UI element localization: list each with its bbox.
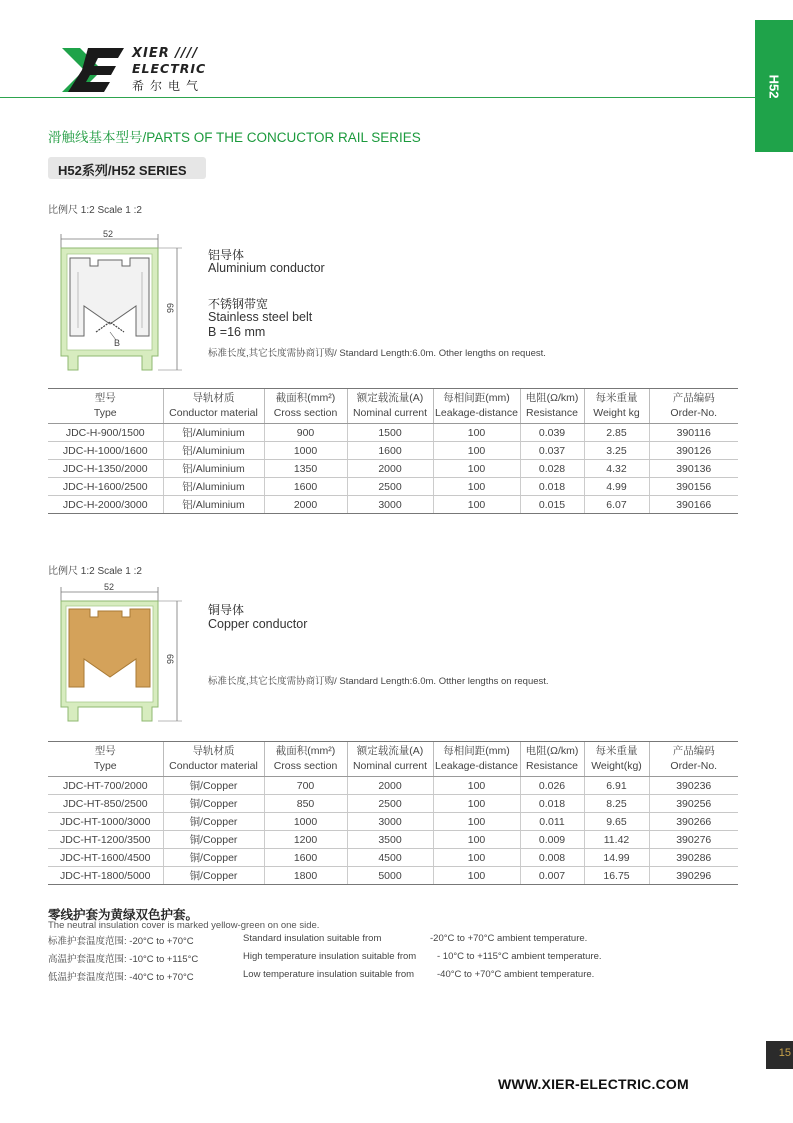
table-cell: 5000 <box>347 867 433 885</box>
table-cell: 铜/Copper <box>163 777 264 795</box>
table-cell: 390256 <box>649 795 738 813</box>
table-cell: 3000 <box>347 813 433 831</box>
table-cell: 9.65 <box>584 813 649 831</box>
table-cell: JDC-HT-850/2500 <box>48 795 163 813</box>
copper-conductor-en: Copper conductor <box>208 617 308 631</box>
table-cell: 0.009 <box>520 831 584 849</box>
temp-row-standard-desc: Standard insulation suitable from <box>243 933 382 944</box>
aluminium-scale-label: 比例尺 1:2 Scale 1 :2 <box>48 205 142 216</box>
table-cell: JDC-HT-1600/4500 <box>48 849 163 867</box>
header-divider <box>0 97 755 98</box>
table-cell: 铝/Aluminium <box>163 460 264 478</box>
aluminium-dim-height: 66 <box>165 302 176 314</box>
aluminium-conductor-en: Aluminium conductor <box>208 261 325 275</box>
header-cell: 截面积(mm²) Cross section <box>264 742 347 777</box>
table-cell: 1800 <box>264 867 347 885</box>
header-cell: 产品编码 Order-No. <box>649 389 738 424</box>
table-row <box>48 442 738 460</box>
table-cell: JDC-HT-1800/5000 <box>48 867 163 885</box>
table-cell: 16.75 <box>584 867 649 885</box>
table-row <box>48 496 738 514</box>
table-cell: 铝/Aluminium <box>163 424 264 442</box>
copper-dim-width: 52 <box>104 582 115 592</box>
header-cell: 每米重量 Weight(kg) <box>584 742 649 777</box>
aluminium-header-row <box>48 389 738 424</box>
aluminium-length-note: 标准长度,其它长度需协商订购/ Standard Length:6.0m. Other lengths on request. <box>208 348 546 359</box>
table-cell: 100 <box>433 795 520 813</box>
table-row <box>48 795 738 813</box>
table-cell: 100 <box>433 478 520 496</box>
side-tab-label: H52 <box>766 74 782 98</box>
temp-row-high-label: 高温护套温度范围: -10°C to +115°C <box>48 954 199 965</box>
table-cell: 100 <box>433 442 520 460</box>
table-row <box>48 813 738 831</box>
copper-spec-table <box>48 741 738 885</box>
table-cell: JDC-HT-1200/3500 <box>48 831 163 849</box>
table-cell: 390126 <box>649 442 738 460</box>
table-cell: 4.32 <box>584 460 649 478</box>
temp-row-low-label: 低温护套温度范围: -40°C to +70°C <box>48 972 194 983</box>
temp-row-standard-label: 标准护套温度范围: -20°C to +70°C <box>48 936 194 947</box>
table-cell: 0.028 <box>520 460 584 478</box>
steel-belt-cn: 不锈钢带宽 <box>208 297 269 311</box>
copper-conductor-cn: 铜导体 <box>208 603 245 617</box>
table-cell: 100 <box>433 777 520 795</box>
temp-row-low-desc: Low temperature insulation suitable from <box>243 969 415 980</box>
table-cell: 11.42 <box>584 831 649 849</box>
table-cell: 2000 <box>264 496 347 514</box>
table-cell: 1350 <box>264 460 347 478</box>
header-cell: 额定载流量(A) Nominal current <box>347 742 433 777</box>
table-cell: 100 <box>433 424 520 442</box>
table-cell: 1000 <box>264 813 347 831</box>
header-cell: 截面积(mm²) Cross section <box>264 389 347 424</box>
table-cell: 铝/Aluminium <box>163 442 264 460</box>
copper-scale-label: 比例尺 1:2 Scale 1 :2 <box>48 566 142 577</box>
table-cell: 390266 <box>649 813 738 831</box>
table-cell: 0.015 <box>520 496 584 514</box>
header-cell: 导轨材质 Conductor material <box>163 742 264 777</box>
table-cell: 1500 <box>347 424 433 442</box>
table-row <box>48 777 738 795</box>
side-tab-label-wrap <box>755 20 793 152</box>
header-cell: 电阻(Ω/km) Resistance <box>520 742 584 777</box>
table-cell: 100 <box>433 867 520 885</box>
table-cell: 390116 <box>649 424 738 442</box>
table-cell: JDC-H-2000/3000 <box>48 496 163 514</box>
header-cell: 每相间距(mm) Leakage-distance <box>433 742 520 777</box>
brand-name-line2: ELECTRIC <box>132 61 207 76</box>
series-label: H52系列/H52 SERIES <box>58 163 187 178</box>
table-cell: JDC-HT-700/2000 <box>48 777 163 795</box>
table-cell: JDC-H-1000/1600 <box>48 442 163 460</box>
table-cell: 铜/Copper <box>163 813 264 831</box>
header-cell: 产品编码 Order-No. <box>649 742 738 777</box>
aluminium-conductor-cn: 铝导体 <box>208 248 245 262</box>
table-cell: 3000 <box>347 496 433 514</box>
table-cell: 2.85 <box>584 424 649 442</box>
table-cell: 4500 <box>347 849 433 867</box>
table-cell: 铜/Copper <box>163 849 264 867</box>
table-cell: 0.039 <box>520 424 584 442</box>
table-cell: 390286 <box>649 849 738 867</box>
table-cell: 100 <box>433 831 520 849</box>
table-cell: 0.037 <box>520 442 584 460</box>
table-cell: 700 <box>264 777 347 795</box>
table-cell: JDC-H-1600/2500 <box>48 478 163 496</box>
table-cell: 390276 <box>649 831 738 849</box>
table-cell: 4.99 <box>584 478 649 496</box>
table-cell: 1600 <box>264 478 347 496</box>
website-url: WWW.XIER-ELECTRIC.COM <box>498 1076 689 1092</box>
table-cell: 2000 <box>347 460 433 478</box>
header-cell: 型号 Type <box>48 389 163 424</box>
header-cell: 型号 Type <box>48 742 163 777</box>
table-cell: 850 <box>264 795 347 813</box>
brand-name-line1: XIER //// <box>132 46 199 61</box>
table-row <box>48 867 738 885</box>
table-row <box>48 831 738 849</box>
table-cell: 390136 <box>649 460 738 478</box>
section-title: 滑触线基本型号/PARTS OF THE CONCUCTOR RAIL SERIES <box>48 130 421 145</box>
table-cell: 1600 <box>347 442 433 460</box>
steel-belt-value: B =16 mm <box>208 325 266 339</box>
table-cell: 100 <box>433 460 520 478</box>
table-cell: 1200 <box>264 831 347 849</box>
table-cell: 0.008 <box>520 849 584 867</box>
table-cell: 900 <box>264 424 347 442</box>
table-cell: 390166 <box>649 496 738 514</box>
table-cell: 8.25 <box>584 795 649 813</box>
insulation-title-cn: 零线护套为黄绿双色护套。 <box>48 907 199 922</box>
table-cell: 390296 <box>649 867 738 885</box>
table-cell: 0.018 <box>520 795 584 813</box>
table-cell: 6.07 <box>584 496 649 514</box>
table-cell: JDC-H-1350/2000 <box>48 460 163 478</box>
insulation-title-en: The neutral insulation cover is marked yellow-green on one side. <box>48 920 320 931</box>
brand-name-chinese: 希尔电气 <box>132 79 205 93</box>
aluminium-dim-b: B <box>114 338 121 348</box>
table-cell: 100 <box>433 496 520 514</box>
aluminium-spec-table <box>48 388 738 514</box>
copper-dim-height: 66 <box>165 653 176 665</box>
table-cell: 铝/Aluminium <box>163 496 264 514</box>
table-cell: 2500 <box>347 795 433 813</box>
table-cell: 6.91 <box>584 777 649 795</box>
table-cell: 铜/Copper <box>163 867 264 885</box>
header-cell: 导轨材质 Conductor material <box>163 389 264 424</box>
table-cell: 铝/Aluminium <box>163 478 264 496</box>
page-number: 15 <box>778 1047 791 1059</box>
copper-length-note: 标准长度,其它长度需协商订购/ Standard Length:6.0m. Otther lengths on request. <box>208 676 549 687</box>
table-row <box>48 849 738 867</box>
header-cell: 电阻(Ω/km) Resistance <box>520 389 584 424</box>
table-row <box>48 424 738 442</box>
table-cell: 0.018 <box>520 478 584 496</box>
table-cell: 100 <box>433 813 520 831</box>
table-cell: 100 <box>433 849 520 867</box>
temp-row-high-range: - 10°C to +115°C ambient temperature. <box>437 951 602 962</box>
table-cell: 0.011 <box>520 813 584 831</box>
table-cell: 2500 <box>347 478 433 496</box>
table-cell: JDC-HT-1000/3000 <box>48 813 163 831</box>
temp-row-standard-range: -20°C to +70°C ambient temperature. <box>430 933 588 944</box>
temp-row-high-desc: High temperature insulation suitable from <box>243 951 417 962</box>
table-cell: 390156 <box>649 478 738 496</box>
table-cell: 1600 <box>264 849 347 867</box>
header-cell: 每米重量 Weight kg <box>584 389 649 424</box>
table-cell: 3500 <box>347 831 433 849</box>
table-cell: 0.026 <box>520 777 584 795</box>
header-cell: 每相间距(mm) Leakage-distance <box>433 389 520 424</box>
aluminium-dim-width: 52 <box>103 229 114 239</box>
table-row <box>48 460 738 478</box>
table-cell: 铜/Copper <box>163 795 264 813</box>
table-cell: 0.007 <box>520 867 584 885</box>
table-cell: 14.99 <box>584 849 649 867</box>
table-cell: 2000 <box>347 777 433 795</box>
steel-belt-en: Stainless steel belt <box>208 310 313 324</box>
copper-header-row <box>48 742 738 777</box>
table-cell: JDC-H-900/1500 <box>48 424 163 442</box>
header-cell: 额定载流量(A) Nominal current <box>347 389 433 424</box>
table-cell: 1000 <box>264 442 347 460</box>
table-cell: 390236 <box>649 777 738 795</box>
table-row <box>48 478 738 496</box>
temp-row-low-range: -40°C to +70°C ambient temperature. <box>437 969 595 980</box>
table-cell: 铜/Copper <box>163 831 264 849</box>
table-cell: 3.25 <box>584 442 649 460</box>
